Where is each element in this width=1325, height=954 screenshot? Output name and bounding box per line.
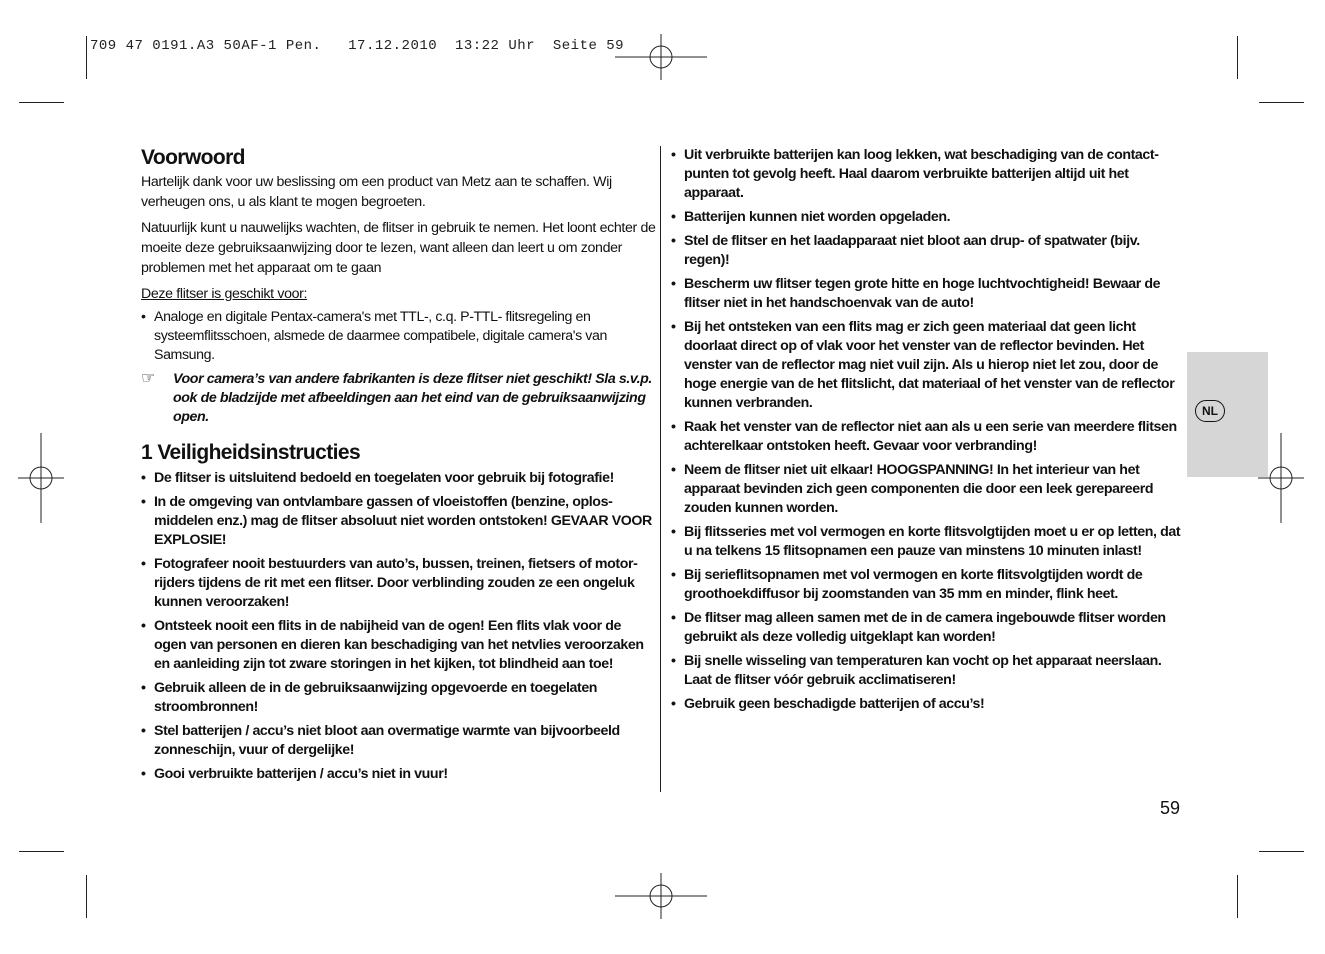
list-item: • De flitser is uitsluitend bedoeld en toegelaten voor gebruik bij fotografie!	[141, 469, 656, 488]
list-item: • Ontsteek nooit een flits in de nabijheid van de ogen! Een flits vlak voor de ogen van personen en dieren kan beschadiging van het netvlies veroorzaken en aanleiding zijn tot zware storingen in het kijken, tot blindheid aan toe!	[141, 617, 656, 674]
crop-mark-top-right-h	[1259, 102, 1304, 103]
registration-mark-bottom-icon	[615, 873, 707, 919]
crop-mark-top-left-v	[86, 36, 87, 79]
list-item: • Stel de flitser en het laadapparaat niet bloot aan drup- of spatwater (bijv. regen)!	[671, 232, 1186, 270]
safety-list-left	[141, 469, 656, 784]
list-item: • Stel batterijen / accu’s niet bloot aan overmatige warmte van bijvoorbeeld zonneschijn, vuur of dergelijke!	[141, 722, 656, 760]
registration-mark-left-icon	[18, 433, 64, 523]
list-item: • Gebruik geen beschadigde batterijen of accu’s!	[671, 695, 1186, 714]
right-column	[671, 146, 1186, 719]
language-badge: NL	[1195, 400, 1225, 422]
suitable-list	[141, 308, 656, 365]
crop-mark-top-right-v	[1237, 36, 1238, 79]
list-item: • Batterijen kunnen niet worden opgeladen.	[671, 208, 1186, 227]
list-item: • Bescherm uw flitser tegen grote hitte en hoge luchtvochtigheid! Bewaar de flitser niet in het handschoenvak van de auto!	[671, 275, 1186, 313]
list-item: • Gebruik alleen de in de gebruiksaanwijzing opgevoerde en toegelaten stroombronnen!	[141, 679, 656, 717]
left-column	[141, 144, 656, 789]
list-item: • Bij serieflitsopnamen met vol vermogen en korte flitsvolgtijden wordt de groothoekdiffusor bij zoomstanden van 35 mm en minder, flink heet.	[671, 566, 1186, 604]
safety-list-right	[671, 146, 1186, 714]
foreword-paragraph-1: Hartelijk dank voor uw beslissing om een product van Metz aan te schaffen. Wij verheugen ons, u als klant te mogen begroeten.	[141, 174, 612, 210]
print-header: 709 47 0191.A3 50AF-1 Pen. 17.12.2010 13:22 Uhr Seite 59	[90, 38, 625, 54]
note-text: Voor camera’s van andere fabrikanten is deze flitser niet geschikt! Sla s.v.p. ook de bladzijde met afbeeldingen aan het eind van de gebruiksaanwijzing open.	[173, 371, 652, 425]
pointing-hand-icon: ☞	[141, 370, 155, 387]
crop-mark-top-left-h	[19, 102, 64, 103]
list-item: • Fotografeer nooit bestuurders van auto’s, bussen, treinen, fietsers of motor-rijders tijdens de rit met een flitser. Door verblinding zouden ze een ongeluk kunnen veroorzaken!	[141, 555, 656, 612]
crop-mark-bottom-left-v	[86, 875, 87, 918]
crop-mark-bottom-right-h	[1259, 851, 1304, 852]
page-number: 59	[1160, 798, 1181, 818]
list-item: • Raak het venster van de reflector niet aan als u een serie van meerdere flitsen achterelkaar ontstoken heeft. Gevaar voor verbranding!	[671, 418, 1186, 456]
list-item: • Bij snelle wisseling van temperaturen kan vocht op het apparaat neerslaan. Laat de flitser vóór gebruik acclimatiseren!	[671, 652, 1186, 690]
safety-section-title: 1 Veiligheidsinstructies	[141, 441, 361, 464]
list-item: • De flitser mag alleen samen met de in de camera ingebouwde flitser worden gebruikt als deze volledig uitgeklapt kan worden!	[671, 609, 1186, 647]
list-item: • Gooi verbruikte batterijen / accu’s niet in vuur!	[141, 765, 656, 784]
column-divider	[660, 146, 661, 792]
suitable-item: • Analoge en digitale Pentax-camera's met TTL-, c.q. P-TTL- flitsregeling en systeemflitsschoen, alsmede de daarmee compatibele, digitale camera's van Samsung.	[141, 308, 656, 365]
list-item: • Uit verbruikte batterijen kan loog lekken, wat beschadiging van de contact-punten tot gevolg heeft. Haal daarom verbruikte batterijen altijd uit het apparaat.	[671, 146, 1186, 203]
crop-mark-bottom-left-h	[19, 851, 64, 852]
list-item: • In de omgeving van ontvlambare gassen of vloeistoffen (benzine, oplos-middelen enz.) mag de flitser absoluut niet worden ontstoken! GEVAAR VOOR EXPLOSIE!	[141, 493, 656, 550]
suitable-heading: Deze flitser is geschikt voor:	[141, 286, 308, 302]
list-item: • Neem de flitser niet uit elkaar! HOOGSPANNING! In het interieur van het apparaat bevinden zich geen componenten die door een leek gerepareerd zouden kunnen worden.	[671, 461, 1186, 518]
list-item: • Bij het ontsteken van een flits mag er zich geen materiaal dat geen licht doorlaat direct op of vlak voor het venster van de reflector bevinden. Het venster van de reflector mag niet vuil zijn. Als u hierop niet let zou, door de hoge energie van de het flitslicht, dat materiaal of het venster van de reflector kunnen verbranden.	[671, 318, 1186, 413]
foreword-paragraph-2: Natuurlijk kunt u nauwelijks wachten, de flitser in gebruik te nemen. Het loont echter de moeite deze gebruiksaanwijzing door te lezen, want alleen dan leert u om zonder problemen met het apparaat om te gaan	[141, 220, 656, 276]
compatibility-note	[141, 370, 656, 427]
registration-mark-top-icon	[615, 34, 707, 80]
list-item: • Bij flitsseries met vol vermogen en korte flitsvolgtijden moet u er op letten, dat u na telkens 15 flitsopnamen een pauze van minstens 10 minuten inlast!	[671, 523, 1186, 561]
crop-mark-bottom-right-v	[1237, 875, 1238, 918]
foreword-title: Voorwoord	[141, 146, 245, 169]
